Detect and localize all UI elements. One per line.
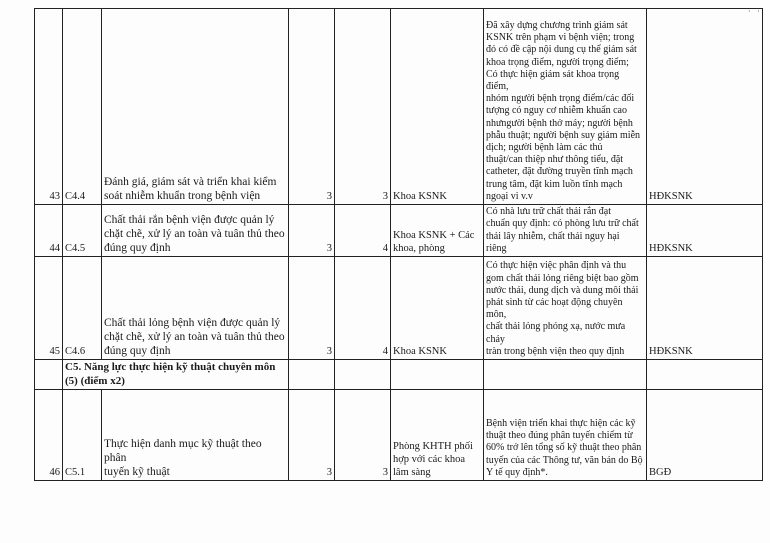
evidence-source: BGĐ	[647, 390, 763, 481]
unit-line: Phòng KHTH phối	[393, 441, 473, 452]
table-row	[35, 390, 763, 481]
evidence-line: tuyến của các Thông tư, văn bản do Bộ	[486, 454, 643, 466]
section-row	[35, 360, 763, 390]
evidence-text	[484, 9, 647, 205]
content-line: chặt chẽ, xử lý an toàn và tuân thủ theo	[104, 331, 285, 343]
evidence-line: Y tế quy định*.	[486, 466, 548, 478]
responsible-unit	[391, 390, 484, 481]
evidence-source: HĐKSNK	[647, 205, 763, 257]
evidence-line: phát sinh từ các hoạt động chuyên	[486, 296, 623, 308]
evidence-line: KSNK trên phạm vi bệnh viện; trong	[486, 32, 635, 44]
evidence-line: tượng có nguy cơ nhiễm khuẩn cao	[486, 105, 627, 117]
evidence-text	[484, 257, 647, 360]
evidence-line: nước thải, dung dịch và dung môi thải	[486, 284, 639, 296]
responsible-unit	[391, 257, 484, 360]
evidence-line: Có thực hiện giám sát khoa trọng	[486, 68, 620, 80]
evidence-line: ngoại vi v.v	[486, 190, 533, 202]
evidence-line: chất thải lỏng phóng xạ, nước mưa	[486, 321, 626, 333]
empty-cell	[391, 360, 484, 390]
criterion-code: C5.1	[63, 390, 102, 481]
evidence-text	[484, 205, 647, 257]
unit-line: Khoa KSNK	[393, 346, 447, 357]
evidence-line: môn,	[486, 309, 507, 321]
evidence-line: chảy	[486, 333, 505, 345]
table-row	[35, 205, 763, 257]
score-max: 3	[289, 257, 335, 360]
evidence-line: Có thực hiện việc phân định và thu	[486, 260, 627, 272]
content-line: Thực hiện danh mục kỹ thuật theo phân	[104, 438, 265, 464]
row-number: 45	[35, 257, 63, 360]
criterion-content	[102, 257, 289, 360]
score-max: 3	[289, 9, 335, 205]
evidence-line: đó có đề cập nội dung cụ thể giám sát	[486, 44, 637, 56]
evidence-line: riêng	[486, 242, 507, 254]
evidence-line: nhưngười bệnh thở máy; người bệnh	[486, 117, 633, 129]
row-number: 44	[35, 205, 63, 257]
unit-line: lâm sàng	[393, 467, 431, 478]
content-line: đúng quy định	[104, 242, 171, 254]
evidence-text	[484, 390, 647, 481]
score-max: 3	[289, 205, 335, 257]
criterion-content	[102, 9, 289, 205]
empty-cell	[335, 360, 391, 390]
content-line: Chất thải lỏng bệnh viện được quản lý	[104, 317, 281, 329]
score-self: 4	[335, 257, 391, 360]
evidence-line: nhóm người bệnh trọng điểm/các đối	[486, 93, 635, 105]
table-row	[35, 9, 763, 205]
evidence-line: tràn trong bệnh viện theo quy định	[486, 345, 625, 357]
evidence-line: điểm,	[486, 80, 509, 92]
evidence-line: trung tâm, đặt kim luồn tĩnh mạch	[486, 178, 623, 190]
table-row	[35, 257, 763, 360]
content-line: chặt chẽ, xử lý an toàn và tuân thủ theo	[104, 228, 285, 240]
responsible-unit	[391, 9, 484, 205]
unit-line: khoa, phòng	[393, 243, 445, 254]
evidence-line: dịch; người bệnh làm các thủ	[486, 141, 603, 153]
criterion-code: C4.4	[63, 9, 102, 205]
evidence-line: thuật/can thiệp như thông tiểu, đặt	[486, 154, 624, 166]
section-title-line: (5) (điểm x2)	[65, 375, 125, 387]
row-number: 43	[35, 9, 63, 205]
corner-marks: · ·	[747, 6, 762, 16]
empty-cell	[647, 360, 763, 390]
criterion-code: C4.6	[63, 257, 102, 360]
content-line: soát nhiễm khuẩn trong bệnh viện	[104, 190, 261, 202]
score-self: 3	[335, 9, 391, 205]
evidence-line: chuẩn quy định: có phòng lưu trữ chất	[486, 218, 639, 230]
evidence-line: thải lây nhiễm, chất thải nguy hại	[486, 230, 620, 242]
evidence-line: Có nhà lưu trữ chất thải rắn đạt	[486, 206, 611, 218]
criterion-code: C4.5	[63, 205, 102, 257]
responsible-unit	[391, 205, 484, 257]
unit-line: Khoa KSNK + Các	[393, 230, 475, 241]
content-line: đúng quy định	[104, 345, 171, 357]
criterion-content	[102, 205, 289, 257]
assessment-table	[34, 8, 763, 481]
empty-cell	[484, 360, 647, 390]
empty-cell	[289, 360, 335, 390]
evidence-source: HĐKSNK	[647, 257, 763, 360]
section-title	[63, 360, 289, 390]
unit-line: Khoa KSNK	[393, 191, 447, 202]
criterion-content	[102, 390, 289, 481]
row-number: 46	[35, 390, 63, 481]
evidence-line: Bệnh viện triển khai thực hiện các kỹ	[486, 417, 636, 429]
score-self: 4	[335, 205, 391, 257]
evidence-line: phẫu thuật; người bệnh suy giảm miễn	[486, 129, 641, 141]
evidence-line: 60% trở lên tổng số kỹ thuật theo phân	[486, 442, 642, 454]
evidence-source: HĐKSNK	[647, 9, 763, 205]
score-max: 3	[289, 390, 335, 481]
section-title-line: C5. Năng lực thực hiện kỹ thuật chuyên môn	[65, 361, 276, 373]
evidence-line: khoa trọng điểm, người trọng điểm;	[486, 56, 629, 68]
score-self: 3	[335, 390, 391, 481]
unit-line: hợp với các khoa	[393, 454, 466, 465]
evidence-line: Đã xây dựng chương trình giám sát	[486, 19, 628, 31]
content-line: tuyến kỹ thuật	[104, 466, 170, 478]
evidence-line: thuật theo đúng phân tuyến chiếm từ	[486, 430, 633, 442]
evidence-line: catheter, đặt đường truyền tĩnh mạch	[486, 166, 633, 178]
evidence-line: gom chất thải lỏng riêng biệt bao gồm	[486, 272, 639, 284]
content-line: Đánh giá, giám sát và triển khai kiểm	[104, 176, 277, 188]
section-number-cell	[35, 360, 63, 390]
content-line: Chất thải rắn bệnh viện được quản lý	[104, 214, 275, 226]
